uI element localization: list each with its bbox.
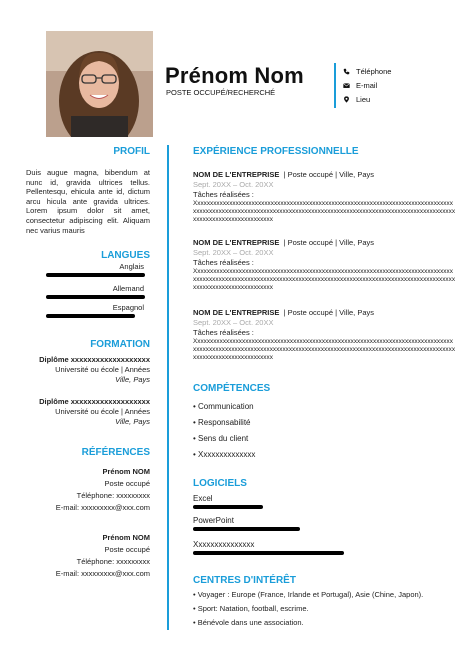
job-tasks-label: Tâches réalisées : [193, 328, 254, 337]
job-company: NOM DE L'ENTREPRISE [193, 308, 280, 317]
skill-item: • Sens du client [193, 434, 249, 443]
profile-heading: PROFIL [113, 146, 150, 157]
references-heading: RÉFÉRENCES [81, 447, 150, 458]
skills-heading: COMPÉTENCES [193, 383, 271, 394]
reference-email: E-mail: xxxxxxxxx@xxx.com [55, 503, 150, 512]
contact-email [343, 81, 377, 90]
contact-location-label: Lieu [356, 95, 371, 104]
job-dates: Sept. 20XX – Oct. 20XX [193, 248, 274, 257]
reference-name: Prénom NOM [102, 467, 150, 476]
education-school: Université ou école | Années [55, 407, 150, 416]
software-label: Xxxxxxxxxxxxxxx [193, 540, 255, 549]
job-company: NOM DE L'ENTREPRISE [193, 238, 280, 247]
language-level-bar [46, 295, 145, 299]
education-location: Ville, Pays [115, 375, 150, 384]
contact-email-label: E-mail [356, 81, 378, 90]
phone-icon [343, 68, 350, 75]
job-title [193, 170, 374, 179]
location-icon [343, 96, 350, 103]
language-level-bar [46, 314, 135, 318]
reference-email: E-mail: xxxxxxxxx@xxx.com [55, 569, 150, 578]
language-level-bar [46, 273, 145, 277]
interest-item: • Sport: Natation, football, escrime. [193, 604, 309, 613]
software-level-bar [193, 527, 300, 531]
reference-phone: Téléphone: xxxxxxxxx [76, 491, 150, 500]
experience-heading: EXPÉRIENCE PROFESSIONNELLE [193, 146, 359, 157]
job-details: | Poste occupé | Ville, Pays [283, 308, 375, 317]
email-icon [343, 82, 350, 89]
job-dates: Sept. 20XX – Oct. 20XX [193, 180, 274, 189]
contact-divider [334, 63, 336, 108]
education-heading: FORMATION [90, 339, 150, 350]
skill-item: • Communication [193, 402, 254, 411]
software-level-bar [193, 505, 263, 509]
education-degree: Diplôme xxxxxxxxxxxxxxxxxxx [39, 355, 150, 364]
reference-role: Poste occupé [104, 545, 150, 554]
job-description: Xxxxxxxxxxxxxxxxxxxxxxxxxxxxxxxxxxxxxxxxxxxxxxxxxxxxxxxxxxxxxxxxxxxxxxxxxxxxxxxxxxxxxxxxxxxxxxxxxxxxxxxxxxxxxxxxxxxxxxxxxxxxxxxxxxxxxxxxxxxxxxxxxxxxxxxxxxxxxxxxxxxxxxxxxxxxxxxxxxxxxxxxxxxx [193, 338, 456, 361]
contact-phone [343, 67, 391, 76]
software-heading: LOGICIELS [193, 478, 247, 489]
language-label: Allemand [112, 284, 144, 293]
column-divider [167, 145, 169, 630]
education-location: Ville, Pays [115, 417, 150, 426]
job-description: Xxxxxxxxxxxxxxxxxxxxxxxxxxxxxxxxxxxxxxxxxxxxxxxxxxxxxxxxxxxxxxxxxxxxxxxxxxxxxxxxxxxxxxxxxxxxxxxxxxxxxxxxxxxxxxxxxxxxxxxxxxxxxxxxxxxxxxxxxxxxxxxxxxxxxxxxxxxxxxxxxxxxxxxxxxxxxxxxxxxxxxxxxxxx [193, 268, 456, 291]
job-tasks-label: Tâches réalisées : [193, 258, 254, 267]
language-label: Anglais [119, 262, 144, 271]
job-dates: Sept. 20XX – Oct. 20XX [193, 318, 274, 327]
interest-item: • Bénévole dans une association. [193, 618, 304, 627]
software-label: PowerPoint [193, 516, 234, 525]
language-label: Espagnol [112, 303, 144, 312]
interests-heading: CENTRES D'INTÉRÊT [193, 575, 296, 586]
software-level-bar [193, 551, 344, 555]
job-details: | Poste occupé | Ville, Pays [283, 238, 375, 247]
reference-phone: Téléphone: xxxxxxxxx [76, 557, 150, 566]
job-company: NOM DE L'ENTREPRISE [193, 170, 280, 179]
profile-text: Duis augue magna, bibendum at nunc id, gravida ultrices tellus. Pellentesqu, ehicula ante id, dictum arcu hicula ante gravida ultrices. Lorem ipsum dolor sit amet, consectetur adipiscing elit. Aliquam nec varius mauris [26, 168, 150, 235]
candidate-name: Prénom Nom [165, 63, 304, 88]
education-school: Université ou école | Années [55, 365, 150, 374]
software-label: Excel [193, 494, 213, 503]
interest-item: • Voyager : Europe (France, Irlande et Portugal), Asie (Chine, Japon). [193, 590, 424, 599]
job-details: | Poste occupé | Ville, Pays [283, 170, 375, 179]
education-degree: Diplôme xxxxxxxxxxxxxxxxxxx [39, 397, 150, 406]
job-tasks-label: Tâches réalisées : [193, 190, 254, 199]
reference-name: Prénom NOM [102, 533, 150, 542]
job-title [193, 238, 374, 247]
reference-role: Poste occupé [104, 479, 150, 488]
profile-photo-image [46, 31, 153, 137]
skill-item: • Xxxxxxxxxxxxxx [193, 450, 256, 459]
contact-location [343, 95, 370, 104]
job-description: Xxxxxxxxxxxxxxxxxxxxxxxxxxxxxxxxxxxxxxxxxxxxxxxxxxxxxxxxxxxxxxxxxxxxxxxxxxxxxxxxxxxxxxxxxxxxxxxxxxxxxxxxxxxxxxxxxxxxxxxxxxxxxxxxxxxxxxxxxxxxxxxxxxxxxxxxxxxxxxxxxxxxxxxxxxxxxxxxxxxxxxxxxxxx [193, 200, 456, 223]
skill-item: • Responsabilité [193, 418, 251, 427]
job-title [193, 308, 374, 317]
contact-phone-label: Téléphone [356, 67, 392, 76]
profile-photo [46, 31, 153, 137]
languages-heading: LANGUES [101, 250, 150, 261]
candidate-position: POSTE OCCUPÉ/RECHERCHÉ [166, 88, 276, 97]
